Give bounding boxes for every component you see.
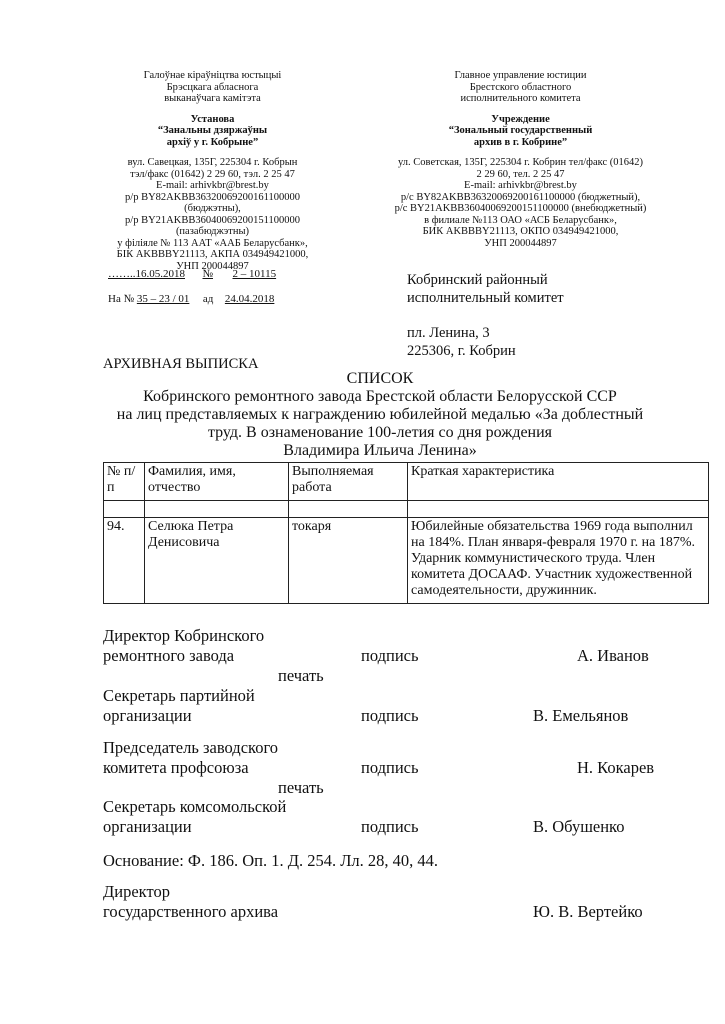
signature-mark: подпись	[361, 706, 419, 725]
left-institution-line2: “Занальны дзяржаўны	[157, 125, 268, 136]
signature-mark: подпись	[361, 646, 419, 665]
table-cell-work: токаря	[289, 518, 408, 604]
table-row	[104, 518, 709, 604]
signature-title-line1: Директор Кобринского	[103, 626, 265, 645]
right-address-line2: 2 29 60, тел. 2 25 47	[476, 168, 565, 180]
right-address-line7: БИК AKBBBY21113, ОКПО 034949421000,	[422, 226, 619, 237]
signature-title-line1: Секретарь партийной	[103, 686, 255, 705]
stamp-label: печать	[278, 778, 324, 797]
right-institution-line3: архив в г. Кобрине”	[473, 136, 568, 148]
right-address-line5: р/с BY21AKBB36040069200151100000 (внебюджетный)	[394, 203, 647, 214]
reference-date: 24.04.2018	[224, 293, 275, 305]
right-address-line3: E-mail: arhivkbr@brest.by	[464, 180, 577, 191]
reference-line	[108, 293, 274, 305]
signature-title-line2: комитета профсоюза	[103, 758, 249, 777]
signature-name: А. Иванов	[577, 646, 649, 665]
right-address-line1: ул. Советская, 135Г, 225304 г. Кобрин тел/факс (01642)	[398, 157, 643, 168]
signature-block-2	[103, 686, 703, 726]
title-line3: на лиц представляемых к награждению юбилейной медалью «За доблестный	[116, 406, 644, 423]
signature-name: В. Емельянов	[533, 706, 629, 725]
stamp-label: печать	[278, 666, 324, 685]
registration-date: ……..16.05.2018	[108, 268, 185, 280]
right-institution-line1: Учреждение	[491, 113, 550, 125]
left-header	[100, 70, 325, 272]
left-ministry-line3: выканаўчага камітэта	[164, 93, 261, 104]
director-title-line1: Директор	[103, 882, 170, 901]
signature-block-3	[103, 738, 703, 798]
left-address-line5: р/р BY21AKBB36040069200151100000 (пазабюджэтны)	[125, 214, 300, 237]
table-spacer-row	[104, 501, 709, 518]
left-ministry-line1: Галоўнае кіраўніцтва юстыцыі	[143, 70, 282, 81]
director-name: Ю. В. Вертейко	[533, 902, 643, 921]
left-address-line4: р/р BY82AKBB36320069200161100000 (бюджэтны),	[125, 191, 300, 214]
addressee	[407, 271, 564, 360]
signature-title-line2: ремонтного завода	[103, 646, 235, 665]
right-address-line8: УНП 200044897	[484, 237, 557, 249]
registration-number-label: №	[202, 268, 213, 280]
signature-name: В. Обушенко	[533, 817, 625, 836]
signature-title-line1: Секретарь комсомольской	[103, 797, 287, 816]
left-address-line8: УНП 200044897	[176, 260, 249, 272]
right-header	[388, 70, 653, 249]
title-line4: труд. В ознаменование 100-летия со дня рождения	[207, 424, 553, 441]
left-address-line6: у філіяле № 113 ААТ «ААБ Беларусбанк»,	[117, 237, 308, 249]
registration-line	[108, 268, 276, 280]
left-address-line1: вул. Савецкая, 135Г, 225304 г. Кобрын	[127, 157, 298, 168]
awards-table	[103, 462, 709, 604]
left-address-line3: E-mail: arhivkbr@brest.by	[156, 180, 269, 191]
right-ministry-line3: исполнительного комитета	[460, 93, 581, 104]
signature-title-line2: организации	[103, 706, 192, 725]
title-line2: Кобринского ремонтного завода Брестской области Белорусской ССР	[143, 388, 617, 405]
signature-block-1	[103, 626, 703, 686]
signature-mark: подпись	[361, 817, 419, 836]
table-header-number: № п/п	[104, 463, 145, 501]
title-line1: СПИСОК	[346, 370, 414, 387]
signature-title-line2: организации	[103, 817, 192, 836]
document-type: АРХИВНАЯ ВЫПИСКА	[103, 356, 259, 372]
addressee-line4: 225306, г. Кобрин	[407, 343, 516, 359]
list-title	[60, 370, 700, 460]
addressee-line2: исполнительный комитет	[407, 290, 564, 306]
table-header-name: Фамилия, имя, отчество	[145, 463, 289, 501]
basis-reference: Основание: Ф. 186. Оп. 1. Д. 254. Лл. 28, 40, 44.	[103, 851, 438, 870]
title-line5: Владимира Ильича Ленина»	[283, 442, 477, 459]
left-institution-line1: Установа	[190, 113, 235, 125]
table-cell-name: Селюка Петра Денисовича	[145, 518, 289, 604]
left-institution-line3: архіў у г. Кобрыне”	[166, 136, 259, 148]
registration-number: 2 – 10115	[232, 268, 277, 280]
table-header-row	[104, 463, 709, 501]
signature-title-line1: Председатель заводского	[103, 738, 279, 757]
table-cell-description: Юбилейные обязательства 1969 года выполнил на 184%. План января-февраля 1970 г. на 187%. Ударник коммунистического труда. Член комитета ДОСААФ. Участник художественной самодеятельности, дружинник.	[408, 518, 709, 604]
left-address-line2: тэл/факс (01642) 2 29 60, тэл. 2 25 47	[130, 168, 295, 180]
right-address-line4: р/с BY82AKBB36320069200161100000 (бюджетный),	[400, 191, 641, 203]
right-institution-line2: “Зональный государственный	[448, 125, 593, 136]
table-cell-number: 94.	[104, 518, 145, 604]
director-title-line2: государственного архива	[103, 902, 279, 921]
signature-mark: подпись	[361, 758, 419, 777]
signature-name: Н. Кокарев	[577, 758, 655, 777]
right-ministry-line2: Брестского областного	[469, 81, 572, 93]
right-address-line6: в филиале №113 ОАО «АСБ Беларусбанк»,	[424, 214, 617, 226]
reference-from-label: ад	[202, 293, 214, 305]
reference-label: На №	[108, 293, 135, 305]
left-ministry-line2: Брэсцкага абласнога	[166, 81, 259, 93]
right-ministry-line1: Главное управление юстиции	[454, 70, 587, 81]
addressee-line1: Кобринский районный	[407, 272, 548, 288]
table-header-work: Выполняемая работа	[289, 463, 408, 501]
archive-director-block	[103, 882, 703, 922]
signature-block-4	[103, 797, 703, 837]
reference-number: 35 – 23 / 01	[136, 293, 190, 305]
addressee-line3: пл. Ленина, 3	[407, 325, 490, 341]
table-header-description: Краткая характеристика	[408, 463, 709, 501]
left-address-line7: БІК AKBBBY21113, АКПА 034949421000,	[116, 249, 309, 260]
